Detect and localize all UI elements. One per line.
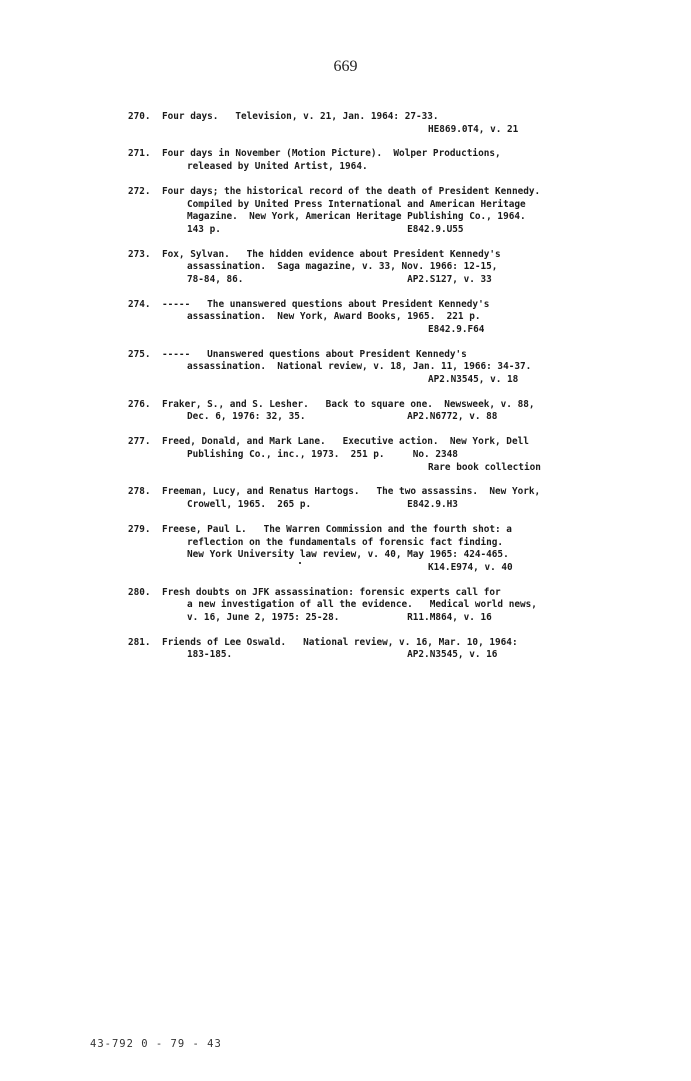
entry-text-line: Dec. 6, 1976: 32, 35. AP2.N6772, v. 88 [187, 411, 498, 423]
entry-text-line: Four days in November (Motion Picture). Wolper Productions, [162, 148, 501, 160]
entry-number: 278. [128, 486, 151, 498]
bibliography-entry [0, 587, 691, 625]
entry-number: 275. [128, 348, 151, 360]
entry-text-line: Magazine. New York, American Heritage Publishing Co., 1964. [187, 211, 526, 223]
entry-number: 277. [128, 436, 151, 448]
entry-number: 280. [128, 586, 151, 598]
bibliography-entry [0, 486, 691, 511]
entry-text-line: Publishing Co., inc., 1973. 251 p. No. 2348 [187, 448, 458, 460]
entry-text-line: Four days; the historical record of the death of President Kennedy. [162, 185, 541, 197]
entry-text-line: Compiled by United Press International and American Heritage [187, 198, 526, 210]
entry-text-line: v. 16, June 2, 1975: 25-28. R11.M864, v. 16 [187, 611, 492, 623]
footer-printing-code: 43-792 0 - 79 - 43 [90, 1038, 222, 1050]
entry-text-line: Fox, Sylvan. The hidden evidence about President Kennedy's [162, 248, 501, 260]
entry-number: 281. [128, 636, 151, 648]
entry-text-line: ----- The unanswered questions about President Kennedy's [162, 298, 490, 310]
entry-text-line: released by United Artist, 1964. [187, 161, 368, 173]
entry-text-line: assassination. National review, v. 18, Jan. 11, 1966: 34-37. [187, 361, 532, 373]
bibliography-entry [0, 524, 691, 574]
entry-text-line: Fresh doubts on JFK assassination: forensic experts call for [162, 586, 501, 598]
bibliography-entry [0, 148, 691, 173]
scan-speck [299, 562, 301, 564]
entry-text-line: reflection on the fundamentals of forensic fact finding. [187, 536, 504, 548]
entry-number: 279. [128, 523, 151, 535]
entry-text-line: Fraker, S., and S. Lesher. Back to square one. Newsweek, v. 88, [162, 398, 535, 410]
entry-call-number: E842.9.F64 [428, 323, 485, 335]
entry-text-line: 143 p. E842.9.U55 [187, 223, 464, 235]
bibliography-entry [0, 637, 691, 662]
bibliography-entry [0, 111, 691, 136]
bibliography-entry [0, 299, 691, 337]
entry-number: 271. [128, 148, 151, 160]
entry-text-line: ----- Unanswered questions about President Kennedy's [162, 348, 467, 360]
entry-text-line: New York University law review, v. 40, May 1965: 424-465. [187, 549, 509, 561]
entry-text-line: assassination. New York, Award Books, 1965. 221 p. [187, 311, 481, 323]
entry-text-line: assassination. Saga magazine, v. 33, Nov. 1966: 12-15, [187, 261, 498, 273]
entry-text-line: Freeman, Lucy, and Renatus Hartogs. The two assassins. New York, [162, 486, 541, 498]
bibliography-entry [0, 349, 691, 387]
entry-text-line: 183-185. AP2.N3545, v. 16 [187, 649, 498, 661]
entry-text-line: Freed, Donald, and Mark Lane. Executive action. New York, Dell [162, 436, 529, 448]
entry-text-line: Freese, Paul L. The Warren Commission and the fourth shot: a [162, 523, 512, 535]
bibliography-entry [0, 186, 691, 236]
bibliography-entry [0, 399, 691, 424]
entry-number: 272. [128, 185, 151, 197]
entry-number: 270. [128, 111, 151, 122]
entry-text-line: a new investigation of all the evidence. Medical world news, [187, 599, 537, 611]
entry-call-number: AP2.N3545, v. 18 [428, 373, 519, 385]
bibliography-entry [0, 249, 691, 287]
entry-text-line: Four days. Television, v. 21, Jan. 1964: 27-33. [162, 111, 439, 122]
entry-call-number: Rare book collection [428, 461, 541, 473]
entry-text-line: Friends of Lee Oswald. National review, v. 16, Mar. 10, 1964: [162, 636, 518, 648]
bibliography-list [0, 111, 691, 674]
entry-text-line: 78-84, 86. AP2.S127, v. 33 [187, 273, 492, 285]
entry-call-number: K14.E974, v. 40 [428, 561, 513, 573]
entry-call-number: HE869.0T4, v. 21 [428, 123, 519, 135]
entry-number: 273. [128, 248, 151, 260]
entry-number: 274. [128, 298, 151, 310]
bibliography-entry [0, 436, 691, 474]
entry-number: 276. [128, 398, 151, 410]
page-number: 669 [333, 58, 358, 75]
entry-text-line: Crowell, 1965. 265 p. E842.9.H3 [187, 499, 458, 511]
